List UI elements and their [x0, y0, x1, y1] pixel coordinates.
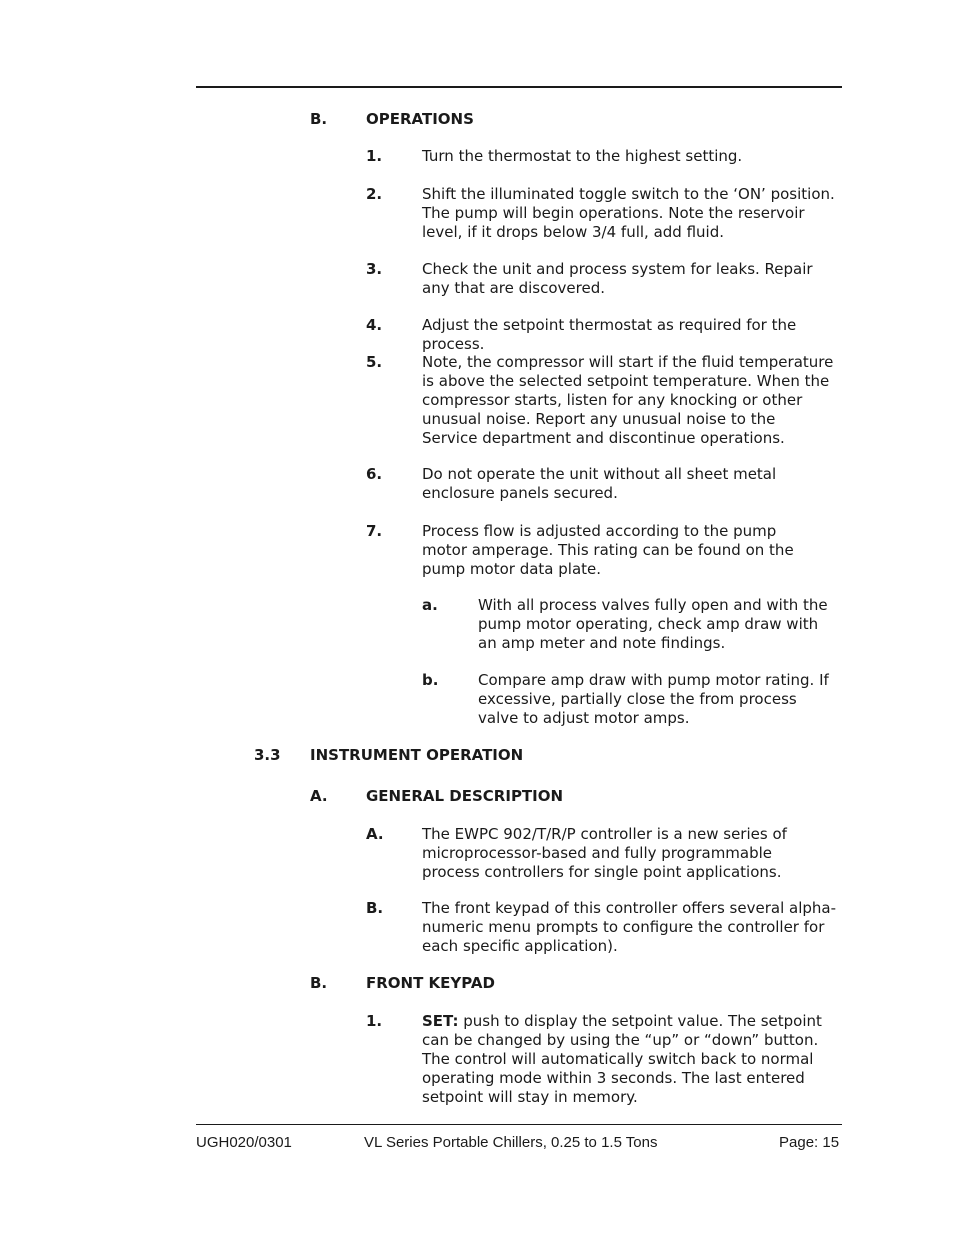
- item-number: 3.: [366, 260, 383, 278]
- subitem-letter: b.: [422, 671, 439, 689]
- item-lead: SET:: [422, 1012, 459, 1030]
- item-text: Check the unit and process system for leaks. Repair any that are discovered.: [422, 260, 813, 297]
- item-number: 2.: [366, 185, 383, 203]
- footer-rule: [196, 1124, 842, 1125]
- heading-label: B.: [310, 110, 328, 128]
- item-number: 1.: [366, 147, 383, 165]
- heading-title: GENERAL DESCRIPTION: [366, 787, 564, 805]
- item-text: Shift the illuminated toggle switch to the ‘ON’ position. The pump will begin operations. Note the reservoir level, if it drops below 3/4 full, add fluid.: [422, 185, 835, 241]
- subitem-letter: a.: [422, 596, 438, 614]
- item-text: Do not operate the unit without all sheet metal enclosure panels secured.: [422, 465, 777, 502]
- item-number: 1.: [366, 1012, 383, 1030]
- item-body: push to display the setpoint value. The setpoint can be changed by using the “up” or “down” button. The control will automatically switch back to normal operating mode within 3 seconds. The last entered setpoint will stay in memory.: [422, 1012, 822, 1106]
- footer-doc-code: UGH020/0301: [196, 1134, 292, 1151]
- item-text: Process flow is adjusted according to the pump motor amperage. This rating can be found on the pump motor data plate.: [422, 522, 794, 578]
- section-title: INSTRUMENT OPERATION: [310, 746, 524, 764]
- item-text: [422, 1012, 842, 1107]
- heading-label: A.: [310, 787, 328, 805]
- heading-title: FRONT KEYPAD: [366, 974, 495, 992]
- subitem-text: Compare amp draw with pump motor rating. If excessive, partially close the from process valve to adjust motor amps.: [478, 671, 829, 727]
- item-text: Note, the compressor will start if the fluid temperature is above the selected setpoint temperature. When the compressor starts, listen for any knocking or other unusual noise. Report any unusual noise to the Service department and discontinue operations.: [422, 353, 834, 447]
- heading-title: OPERATIONS: [366, 110, 474, 128]
- footer-doc-title: VL Series Portable Chillers, 0.25 to 1.5 Tons: [364, 1134, 658, 1151]
- item-number: 6.: [366, 465, 383, 483]
- item-number: A.: [366, 825, 384, 843]
- section-number: 3.3: [254, 746, 281, 764]
- item-number: 7.: [366, 522, 383, 540]
- item-number: 5.: [366, 353, 383, 371]
- footer-page-number: Page: 15: [779, 1134, 840, 1151]
- item-number: 4.: [366, 316, 383, 334]
- item-text: The EWPC 902/T/R/P controller is a new series of microprocessor-based and fully programmable process controllers for single point applications.: [422, 825, 787, 881]
- item-text: Adjust the setpoint thermostat as required for the process.: [422, 316, 797, 353]
- subitem-text: With all process valves fully open and with the pump motor operating, check amp draw with an amp meter and note findings.: [478, 596, 828, 652]
- heading-label: B.: [310, 974, 328, 992]
- header-rule: [196, 86, 842, 88]
- item-number: B.: [366, 899, 384, 917]
- item-text: The front keypad of this controller offers several alpha-numeric menu prompts to configure the controller for each specific application).: [422, 899, 836, 955]
- item-text: Turn the thermostat to the highest setting.: [422, 147, 743, 165]
